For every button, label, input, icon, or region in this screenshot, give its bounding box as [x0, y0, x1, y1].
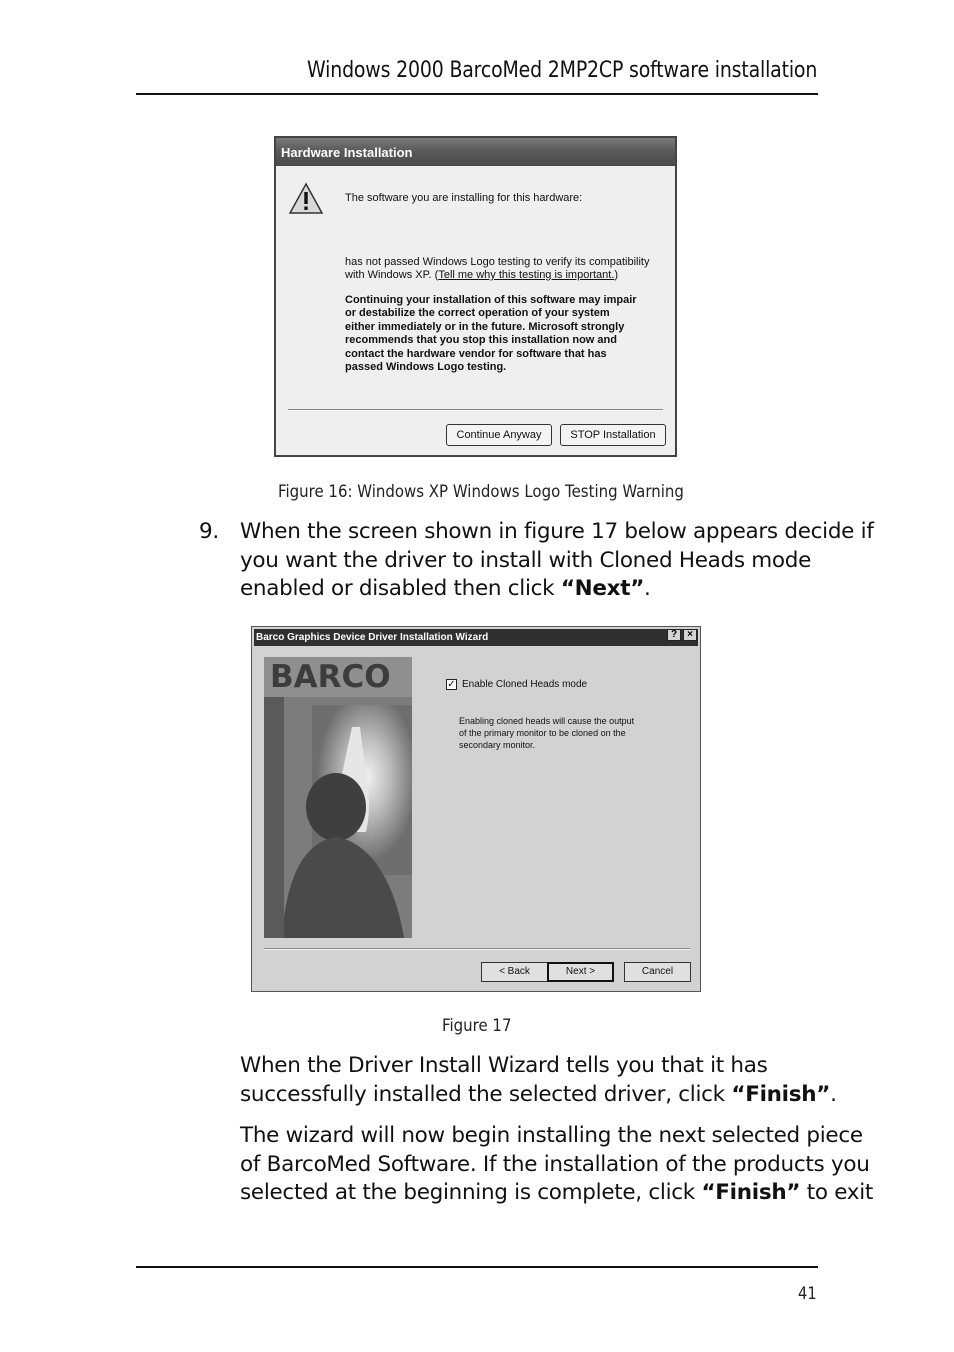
- description-line: secondary monitor.: [459, 740, 536, 750]
- running-header: Windows 2000 BarcoMed 2MP2CP software installation: [306, 58, 817, 83]
- logo-text-line: with Windows XP. (Tell me why this testing is important.): [345, 269, 619, 281]
- logo-text-line: has not passed Windows Logo testing to verify its compatibility: [345, 256, 650, 268]
- tell-me-why-link[interactable]: Tell me why this testing is important.: [438, 269, 615, 281]
- barco-logo-text: BARCO: [270, 659, 391, 695]
- text-line: you want the driver to install with Cloned Heads mode: [240, 547, 812, 573]
- radiologist-photo: [264, 657, 412, 938]
- text-line: of BarcoMed Software. If the installation of the products you: [240, 1151, 870, 1177]
- logo-testing-text: [345, 256, 663, 282]
- cloned-heads-checkbox[interactable]: ✓: [447, 679, 456, 690]
- header-rule: [136, 93, 818, 95]
- warning-line: passed Windows Logo testing.: [345, 361, 507, 374]
- dialog-intro-text: The software you are installing for this hardware:: [345, 192, 583, 204]
- next-piece-paragraph: [240, 1122, 874, 1208]
- finish-paragraph: [240, 1052, 840, 1109]
- description-line: Enabling cloned heads will cause the output: [459, 716, 635, 726]
- hardware-installation-dialog: [274, 136, 677, 457]
- figure-16-caption: Figure 16: Windows XP Windows Logo Testing Warning: [278, 482, 684, 502]
- dialog-title: Hardware Installation: [276, 138, 675, 166]
- page-number: 41: [798, 1284, 817, 1304]
- next-emphasis: “Next”: [560, 576, 645, 601]
- warning-line: recommends that you stop this installation now and: [345, 334, 617, 347]
- text-line: successfully installed the selected driver, click “Finish”.: [240, 1081, 837, 1107]
- text-line: The wizard will now begin installing the next selected piece: [240, 1123, 863, 1148]
- help-button[interactable]: ?: [667, 629, 681, 641]
- wizard-title: Barco Graphics Device Driver Installation Wizard: [254, 629, 698, 646]
- finish-emphasis: “Finish”: [731, 1081, 831, 1107]
- wizard-side-image: [264, 657, 412, 938]
- footer-rule: [136, 1266, 818, 1268]
- warning-icon: [288, 182, 324, 216]
- finish-emphasis: “Finish”: [701, 1180, 801, 1205]
- cloned-heads-label: Enable Cloned Heads mode: [462, 679, 588, 690]
- text-line: enabled or disabled then click “Next”.: [240, 576, 651, 601]
- text-line: When the screen shown in figure 17 below appears decide if: [240, 519, 874, 544]
- back-button[interactable]: < Back: [481, 962, 548, 982]
- dialog-separator: [288, 409, 663, 411]
- close-button[interactable]: ×: [683, 629, 697, 641]
- step-number: 9.: [199, 519, 219, 544]
- wizard-separator: [264, 948, 690, 950]
- cancel-button[interactable]: Cancel: [624, 962, 691, 982]
- driver-installation-wizard: [251, 626, 701, 992]
- warning-line: either immediately or in the future. Microsoft strongly: [345, 320, 625, 333]
- warning-line: contact the hardware vendor for software that has: [345, 347, 607, 360]
- stop-installation-button[interactable]: STOP Installation: [560, 424, 666, 446]
- warning-paragraph: [345, 294, 667, 374]
- description-line: of the primary monitor to be cloned on the: [459, 728, 626, 738]
- warning-line: or destabilize the correct operation of your system: [345, 307, 610, 320]
- continue-anyway-button[interactable]: Continue Anyway: [446, 424, 552, 446]
- text-line: When the Driver Install Wizard tells you that it has: [240, 1053, 768, 1078]
- warning-line: Continuing your installation of this software may impair: [345, 294, 637, 306]
- cloned-heads-description: [459, 715, 659, 751]
- figure-17-caption: Figure 17: [442, 1016, 512, 1036]
- step-9-text: [240, 518, 874, 604]
- text-line: selected at the beginning is complete, click “Finish” to exit: [240, 1180, 874, 1205]
- next-button[interactable]: Next >: [547, 962, 614, 982]
